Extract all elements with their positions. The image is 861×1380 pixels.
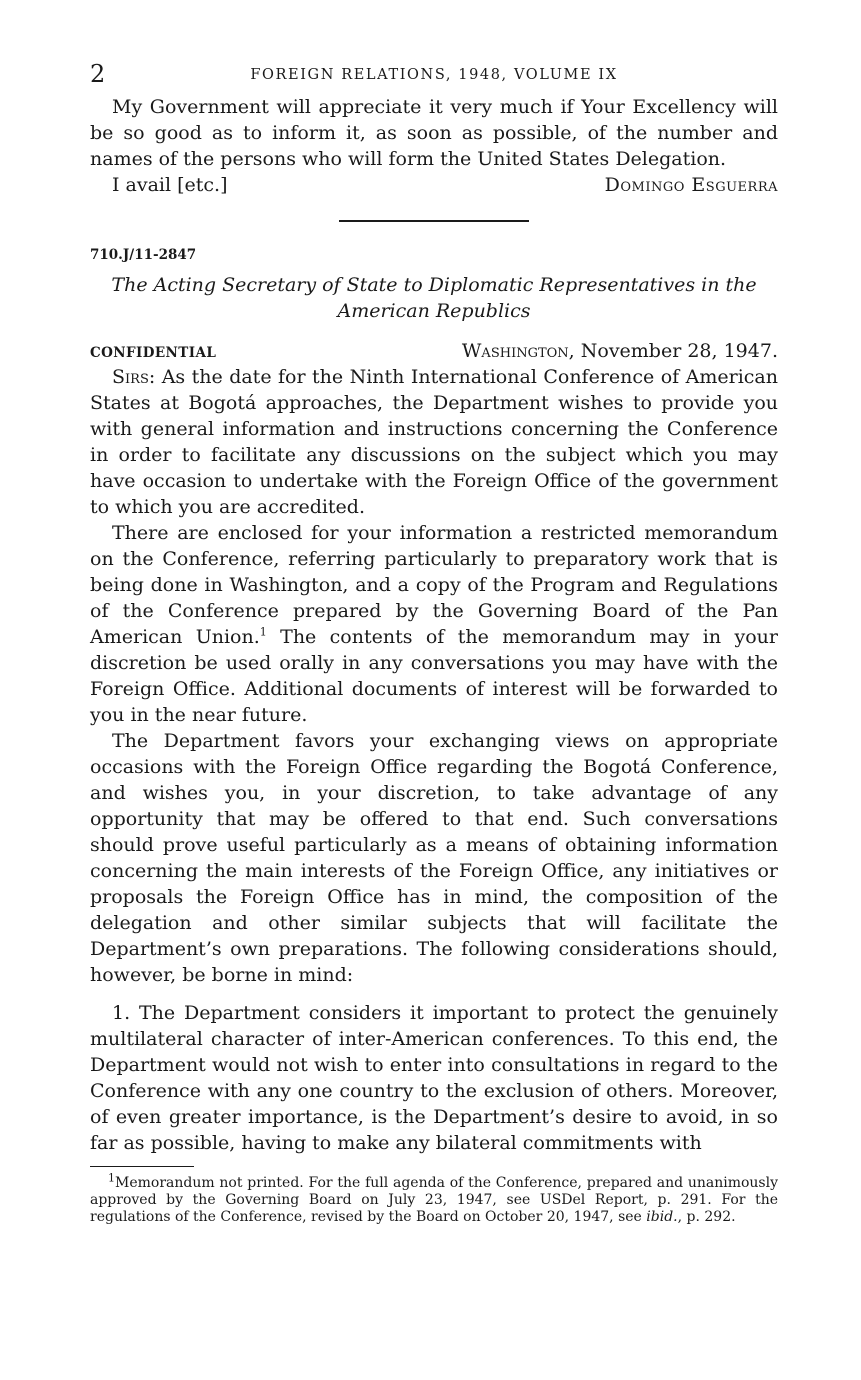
- document-page: [90, 58, 778, 1226]
- section-divider: [339, 220, 529, 222]
- document-title: The Acting Secretary of State to Diplomatic Representatives in the American Republics: [111, 274, 757, 322]
- file-number: 710.J/11-2847: [90, 247, 197, 263]
- running-head: FOREIGN RELATIONS, 1948, VOLUME IX: [250, 67, 618, 83]
- salutation: Sirs: [112, 366, 149, 388]
- paragraph-2-text-b: The contents of the memorandum may in your discretion be used orally in any conversations you may have with the Foreign Office. Additional documents of interest will be forwarded to you in the near future.: [90, 626, 778, 726]
- footnote-reference: 1: [259, 625, 267, 639]
- signoff-line: [90, 172, 778, 198]
- footnote-text-b: , p. 292.: [677, 1209, 736, 1225]
- closing-paragraph: My Government will appreciate it very much if Your Excellency will be so good as to inform it, as soon as possible, of the number and names of the persons who will form the United States Delegation.: [90, 96, 778, 170]
- page-number: 2: [90, 60, 106, 88]
- place-and-date: [462, 338, 778, 364]
- footnote-text-a: Memorandum not printed. For the full agenda of the Conference, prepared and unanimously approved by the Governing Board on July 23, 1947, see USDel Report, p. 291. For the regulations of the Conference, revised by the Board on October 20, 1947, see: [90, 1175, 778, 1225]
- classification-label: CONFIDENTIAL: [90, 345, 217, 361]
- footnote-marker: 1: [108, 1171, 115, 1185]
- date: , November 28, 1947.: [568, 340, 778, 362]
- footnote-divider: [90, 1166, 194, 1167]
- paragraph-2: [90, 520, 778, 728]
- paragraph-2-text-a: There are enclosed for your information a restricted memorandum on the Conference, referring particularly to preparatory work that is being done in Washington, and a copy of the Program and Regulations of the Conference prepared by the Governing Board of the Pan American Union.: [90, 522, 778, 648]
- paragraph-1-text: : As the date for the Ninth International Conference of American States at Bogotá approaches, the Department wishes to provide you with general information and instructions concerning the Conference in order to facilitate any discussions on the subject which you may have occasion to undertake with the Foreign Office of the government to which you are accredited.: [90, 366, 778, 518]
- dateline: [90, 338, 778, 364]
- place: Washington: [461, 340, 569, 362]
- complimentary-close: I avail [etc.]: [112, 174, 228, 196]
- footnote: [90, 1171, 778, 1226]
- numbered-point-1: 1. The Department considers it important to protect the genuinely multilateral character of inter-American conferences. To this end, the Department would not wish to enter into consultations in regard to the Conference with any one country to the exclusion of others. Moreover, of even greater importance, is the Department’s desire to avoid, in so far as possible, having to make any bilateral commitments with: [90, 1002, 778, 1154]
- footnote-ibid: ibid.: [646, 1209, 678, 1225]
- signer-name: Domingo Esguerra: [604, 174, 778, 196]
- paragraph-1: [90, 364, 778, 520]
- paragraph-3: The Department favors your exchanging views on appropriate occasions with the Foreign Office regarding the Bogotá Conference, and wishes you, in your discretion, to take advantage of any opportunity that may be offered to that end. Such conversations should prove useful particularly as a means of obtaining information concerning the main interests of the Foreign Office, any initiatives or proposals the Foreign Office has in mind, the composition of the delegation and other similar subjects that will facilitate the Department’s own preparations. The following considerations should, however, be borne in mind:: [90, 730, 778, 986]
- page-header: [90, 58, 778, 94]
